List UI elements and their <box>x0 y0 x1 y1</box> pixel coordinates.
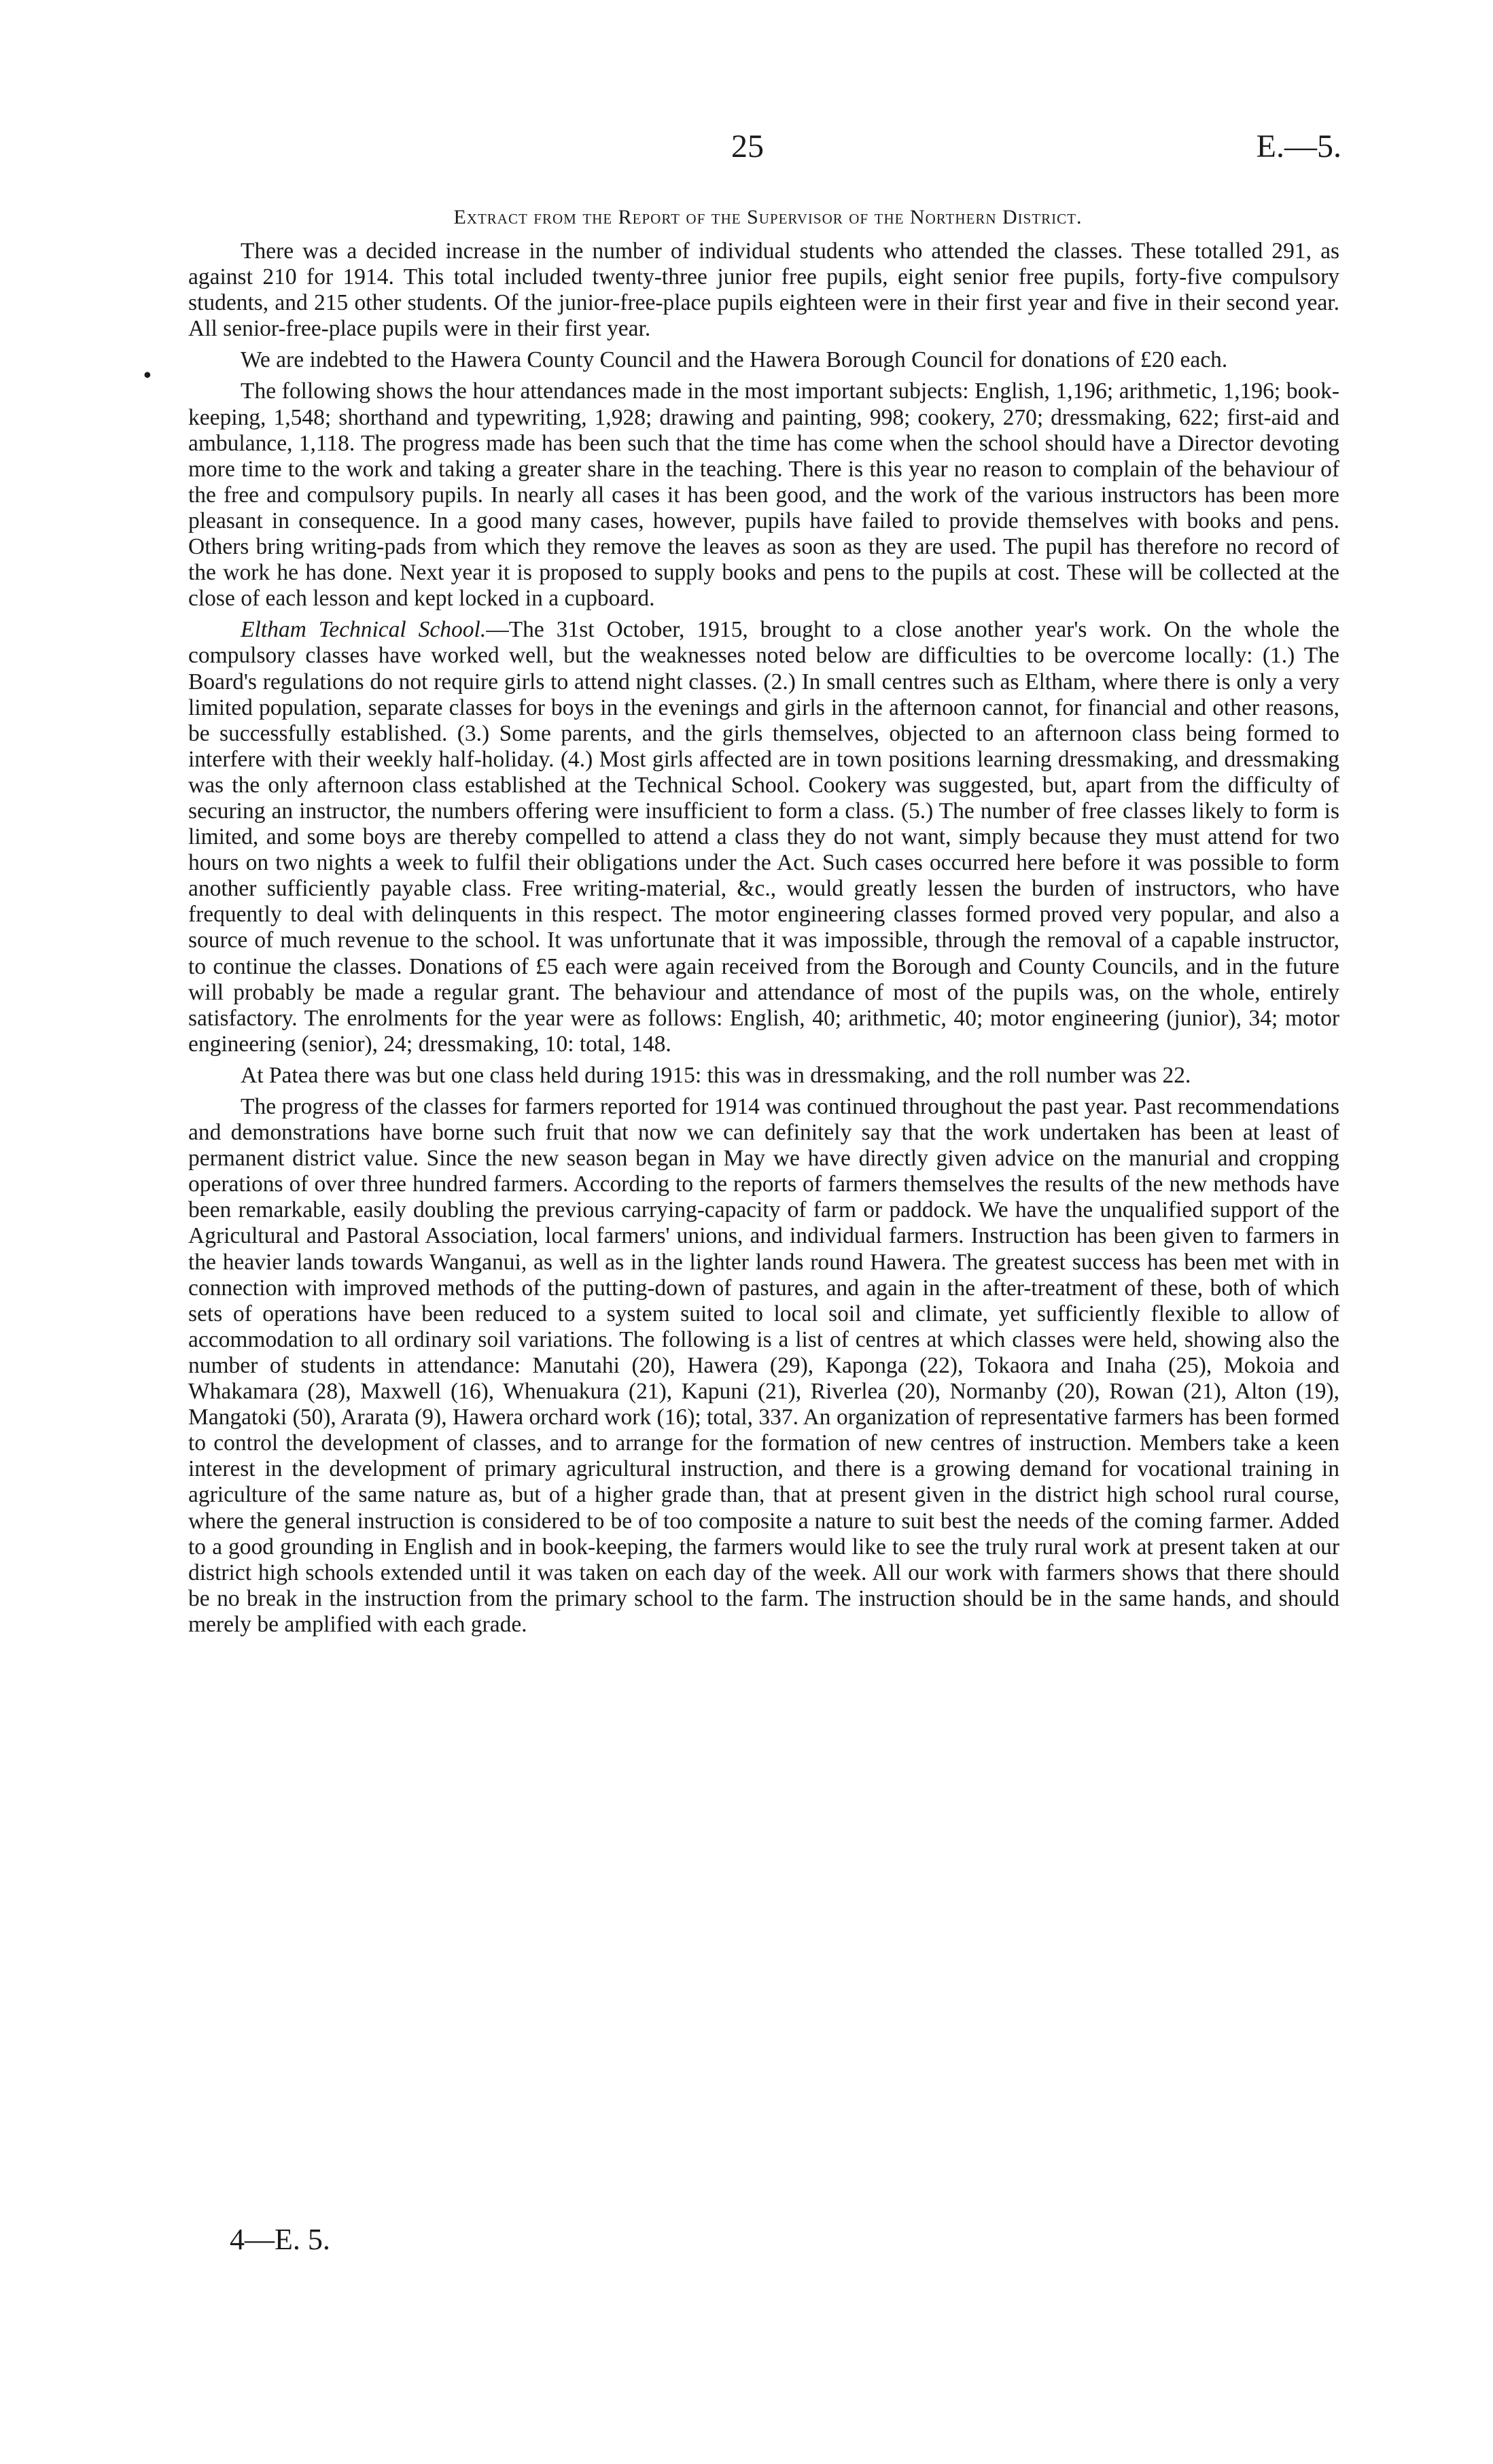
paragraph-farmers: The progress of the classes for farmers reported for 1914 was continued throughout the past year. Past recommendations and demonstrations have borne such fruit that now we can definitely say that the work undertaken has been at least of permanent district value. Since the new season began in May we have directly given advice on the manurial and cropping operations of over three hundred farmers. According to the reports of farmers themselves the results of the new methods have been remarkable, easily doubling the previous carrying-capacity of farm or paddock. We have the unqualified support of the Agricultural and Pastoral Association, local farmers' unions, and individual farmers. Instruction has been given to farmers in the heavier lands towards Wanganui, as well as in the lighter lands round Hawera. The greatest success has been met with in connection with improved methods of the putting-down of pastures, and again in the after-treatment of these, both of which sets of operations have been reduced to a system suited to local soil and climate, yet sufficiently flexible to allow of accommodation to all ordinary soil variations. The following is a list of centres at which classes were held, showing also the number of students in attendance: Manutahi (20), Hawera (29), Kaponga (22), Tokaora and Inaha (25), Mokoia and Whakamara (28), Maxwell (16), Whenuakura (21), Kapuni (21), Riverlea (20), Normanby (20), Rowan (21), Alton (19), Mangatoki (50), Ararata (9), Hawera orchard work (16); total, 337. An organization of representative farmers has been formed to control the development of classes, and to arrange for the formation of new centres of instruction. Members take a keen interest in the development of primary agricultural instruction, and there is a growing demand for vocational training in agriculture of the same nature as, but of a higher grade than, that at present given in the district high school rural course, where the general instruction is considered to be of too composite a nature to suit best the needs of the coming farmer. Added to a good grounding in English and in book-keeping, the farmers would like to see the truly rural work at present taken at our district high schools extended until it was taken on each day of the week. All our work with farmers shows that there should be no break in the instruction from the primary school to the farm. The instruction should be in the same hands, and should merely be amplified with each grade. <box>188 1094 1339 1637</box>
margin-mark: • <box>141 364 154 388</box>
body-text <box>188 239 1339 1643</box>
footer-signature-code: 4—E. 5. <box>230 2223 330 2256</box>
paragraph-attendances: The following shows the hour attendances made in the most important subjects: English, 1,196; arithmetic, 1,196; book-keeping, 1,548; shorthand and typewriting, 1,928; drawing and painting, 998; cookery, 270; dressmaking, 622; first-aid and ambulance, 1,118. The progress made has been such that the time has come when the school should have a Director devoting more time to the work and taking a greater share in the teaching. There is this year no reason to complain of the behaviour of the free and compulsory pupils. In nearly all cases it has been good, and the work of the various instructors has been more pleasant in consequence. In a good many cases, however, pupils have failed to provide themselves with books and pens. Others bring writing-pads from which they remove the leaves as soon as they are used. The pupil has therefore no record of the work he has done. Next year it is proposed to supply books and pens to the pupils at cost. These will be collected at the close of each lesson and kept locked in a cupboard. <box>188 379 1339 612</box>
page-number: 25 <box>731 128 764 164</box>
paragraph-students: There was a decided increase in the number of individual students who attended the classes. These totalled 291, as against 210 for 1914. This total included twenty-three junior free pupils, eight senior free pupils, forty-five compulsory students, and 215 other students. Of the junior-free-place pupils eighteen were in their first year and five in their second year. All senior-free-place pupils were in their first year. <box>188 239 1339 342</box>
paragraph-donations: We are indebted to the Hawera County Council and the Hawera Borough Council for donations of £20 each. <box>241 347 1228 373</box>
section-heading: Extract from the Report of the Supervisor of the Northern District. <box>453 206 1083 228</box>
series-code: E.—5. <box>1256 128 1341 164</box>
paragraph-eltham <box>188 617 1339 1057</box>
eltham-text: —The 31st October, 1915, brought to a close another year's work. On the whole the compulsory classes have worked well, but the weaknesses noted below are difficulties to be overcome locally: (1.) The Board's regulations do not require girls to attend night classes. (2.) In small centres such as Eltham, where there is only a very limited population, separate classes for boys in the evenings and girls in the afternoon cannot, for financial and other reasons, be successfully established. (3.) Some parents, and the girls themselves, objected to an afternoon class being formed to interfere with their weekly half-holiday. (4.) Most girls affected are in town positions learning dressmaking, and dressmaking was the only afternoon class established at the Technical School. Cookery was suggested, but, apart from the difficulty of securing an instructor, the numbers offering were insufficient to form a class. (5.) The number of free classes likely to form is limited, and some boys are thereby compelled to attend a class they do not want, simply because they must attend for two hours on two nights a week to fulfil their obligations under the Act. Such cases occurred here before it was possible to form another sufficiently payable class. Free writing-material, &c., would greatly lessen the burden of instructors, who have frequently to deal with delinquents in this respect. The motor engineering classes formed proved very popular, and also a source of much revenue to the school. It was unfortunate that it was impossible, through the removal of a capable instructor, to continue the classes. Donations of £5 each were again received from the Borough and County Councils, and in the future will probably be made a regular grant. The behaviour and attendance of most of the pupils was, on the whole, entirely satisfactory. The enrolments for the year were as follows: English, 40; arithmetic, 40; motor engineering (junior), 34; motor engineering (senior), 24; dressmaking, 10: total, 148. <box>188 617 1339 1057</box>
eltham-title: Eltham Technical School. <box>241 617 487 643</box>
paragraph-patea: At Patea there was but one class held during 1915: this was in dressmaking, and the roll number was 22. <box>241 1062 1191 1088</box>
